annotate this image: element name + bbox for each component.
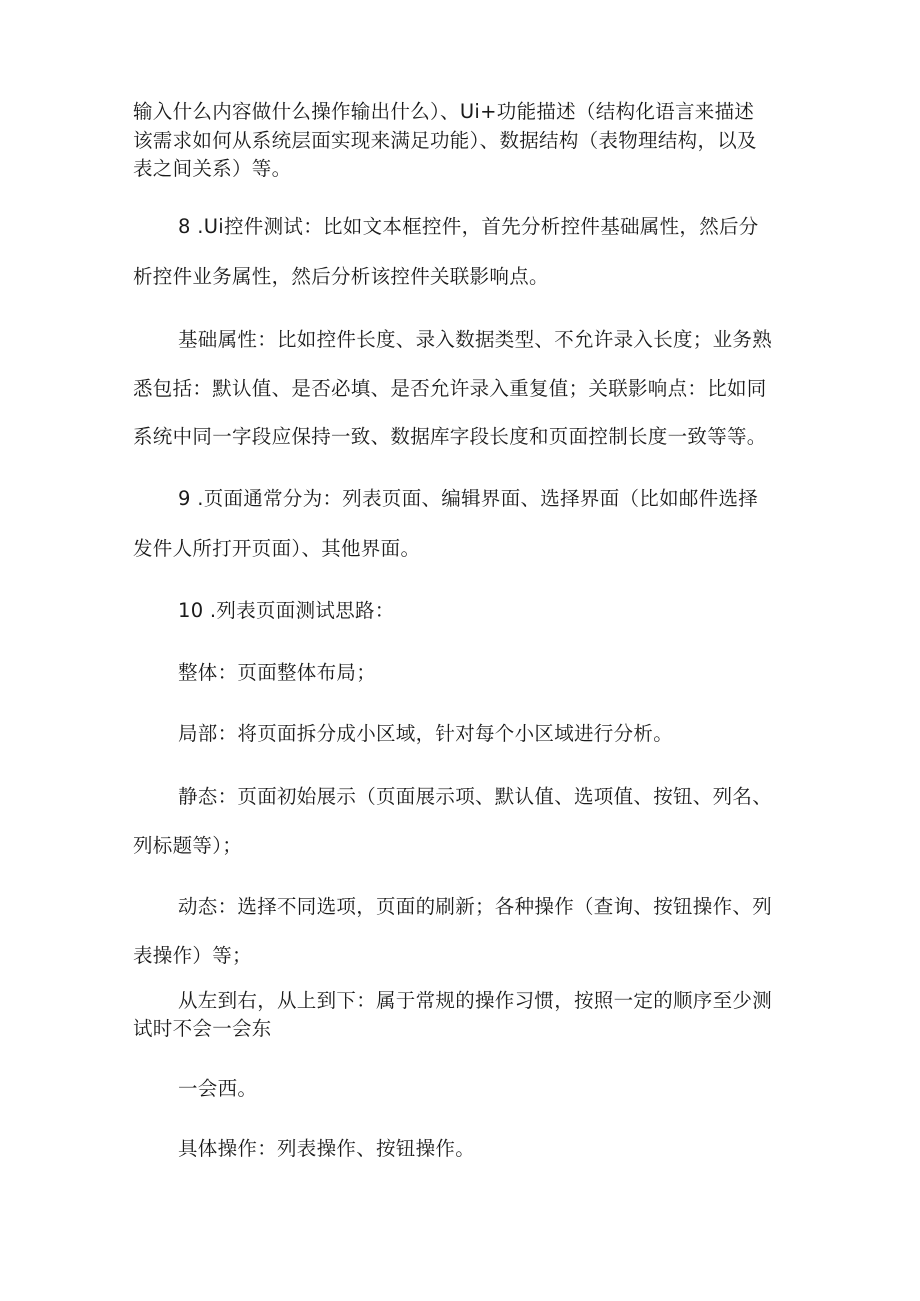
text-line: 从左到右，从上到下：属于常规的操作习惯，按照一定的顺序至少测: [178, 989, 773, 1012]
text-line: 动态：选择不同选项，页面的刷新；各种操作（查询、按钮操作、列: [178, 895, 773, 918]
section-heading: 10 .列表页面测试思路：: [178, 599, 395, 622]
text-line: 悉包括：默认值、是否必填、是否允许录入重复值；关联影响点：比如同: [133, 377, 767, 400]
text-line: 发件人所打开页面）、其他界面。: [133, 537, 421, 560]
text-line: 输入什么内容做什么操作输出什么）、Ui+功能描述（结构化语言来描述: [133, 100, 755, 123]
text-line: 9 .页面通常分为：列表页面、编辑界面、选择界面（比如邮件选择: [178, 487, 759, 510]
text-line: 8 .Ui控件测试：比如文本框控件，首先分析控件基础属性，然后分: [178, 215, 759, 238]
text-line: 试时不会一会东: [133, 1017, 272, 1040]
text-line: 表操作）等；: [133, 944, 252, 967]
text-line: 该需求如何从系统层面实现来满足功能）、数据结构（表物理结构，以及: [133, 129, 757, 152]
text-line: 基础属性：比如控件长度、录入数据类型、不允许录入长度；业务熟: [178, 328, 773, 351]
text-line: 整体：页面整体布局；: [178, 661, 377, 684]
text-line: 局部：将页面拆分成小区域，针对每个小区域进行分析。: [178, 722, 674, 745]
text-line: 列标题等）；: [133, 834, 243, 857]
text-line: 一会西。: [178, 1077, 258, 1100]
text-line: 静态：页面初始展示（页面展示项、默认值、选项值、按钮、列名、: [178, 785, 773, 808]
text-line: 析控件业务属性，然后分析该控件关联影响点。: [133, 265, 549, 288]
text-line: 系统中同一字段应保持一致、数据库字段长度和页面控制长度一致等等。: [133, 425, 767, 448]
text-line: 表之间关系）等。: [133, 157, 292, 180]
text-line: 具体操作：列表操作、按钮操作。: [178, 1137, 476, 1160]
